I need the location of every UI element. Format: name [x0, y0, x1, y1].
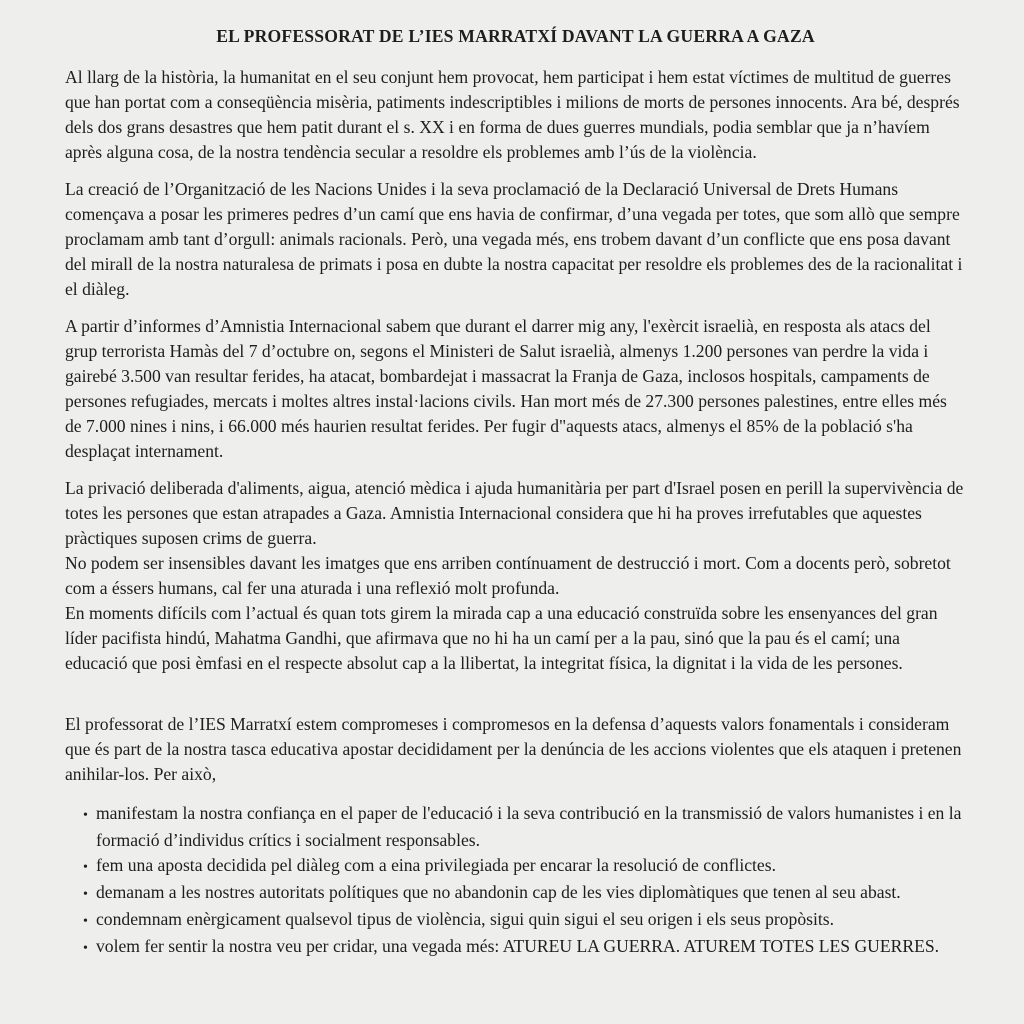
paragraph-united-nations: La creació de l’Organització de les Nacions Unides i la seva proclamació de la Declaració Universal de Drets Humans començava a posar les primeres pedres d’un camí que ens havia de confirmar, d’una vegada per totes, que som allò que sempre proclamam amb tant d’orgull: animals racionals. Però, una vegada més, ens trobem davant d’un conflicte que ens posa davant del mirall de la nostra naturalesa de primats i posa en dubte la nostra capacitat per resoldre els problemes des de la racionalitat i el diàleg. [65, 179, 963, 299]
paragraph-group-reflection [65, 476, 966, 676]
paragraph-deprivation: La privació deliberada d'aliments, aigua, atenció mèdica i ajuda humanitària per part d'Israel posen en perill la supervivència de totes les persones que estan atrapades a Gaza. Amnistia Internacional considera que hi ha proves irrefutables que aquestes pràctiques suposen crims de guerra. [65, 478, 964, 548]
document-title: EL PROFESSORAT DE L’IES MARRATXÍ DAVANT LA GUERRA A GAZA [216, 26, 815, 46]
bullet-item-education: • manifestam la nostra confiança en el paper de l'educació i la seva contribució en la transmissió de valors humanistes i en la formació d’individus crítics i socialment responsables. [83, 801, 966, 853]
bullet-item-condemn-violence: • condemnam enèrgicament qualsevol tipus de violència, sigui quin sigui el seu origen i els seus propòsits. [83, 907, 966, 934]
bullet-item-dialogue: • fem una aposta decidida pel diàleg com a eina privilegiada per encarar la resolució de conflictes. [83, 853, 966, 880]
paragraph-images: No podem ser insensibles davant les imatges que ens arriben contínuament de destrucció i mort. Com a docents però, sobretot com a éssers humans, cal fer una aturada i una reflexió molt profunda. [65, 553, 951, 598]
bullet-item-diplomacy: • demanam a les nostres autoritats polítiques que no abandonin cap de les vies diplomàtiques que tenen al seu abast. [83, 880, 966, 907]
paragraph-commitment: El professorat de l’IES Marratxí estem compromeses i compromesos en la defensa d’aquests valors fonamentals i consideram que és part de la nostra tasca educativa apostar decididament per la denúncia de les accions violentes que els ataquen i pretenen anihilar-los. Per això, [65, 714, 962, 784]
paragraph-amnesty-report: A partir d’informes d’Amnistia Internacional sabem que durant el darrer mig any, l'exèrcit israelià, en resposta als atacs del grup terrorista Hamàs del 7 d’octubre on, segons el Ministeri de Salut israelià, almenys 1.200 persones van perdre la vida i gairebé 3.500 van resultar ferides, ha atacat, bombardejat i massacrat la Franja de Gaza, inclosos hospitals, campaments de persones refugiades, mercats i moltes altres instal·lacions civils. Han mort més de 27.300 persones palestines, entre elles més de 7.000 nines i nins, i 66.000 més haurien resultat ferides. Per fugir d"aquests atacs, almenys el 85% de la població s'ha desplaçat internament. [65, 316, 947, 461]
bullet-list [65, 801, 966, 961]
paragraph-gandhi: En moments difícils com l’actual és quan tots girem la mirada cap a una educació construïda sobre les ensenyances del gran líder pacifista hindú, Mahatma Gandhi, que afirmava que no hi ha un camí per a la pau, sinó que la pau és el camí; una educació que posi èmfasi en el respecte absolut cap a la llibertat, la integritat física, la dignitat i la vida de les persones. [65, 603, 938, 673]
paragraph-history: Al llarg de la història, la humanitat en el seu conjunt hem provocat, hem participat i hem estat víctimes de multitud de guerres que han portat com a conseqüència misèria, patiments indescriptibles i milions de morts de persones innocents. Ara bé, després dels dos grans desastres que hem patit durant el s. XX i en forma de dues guerres mundials, podia semblar que ja n’havíem après alguna cosa, de la nostra tendència secular a resoldre els problemes amb l’ús de la violència. [65, 67, 960, 162]
bullet-item-stop-war: • volem fer sentir la nostra veu per cridar, una vegada més: ATUREU LA GUERRA. ATUREM TOTES LES GUERRES. [83, 934, 966, 961]
